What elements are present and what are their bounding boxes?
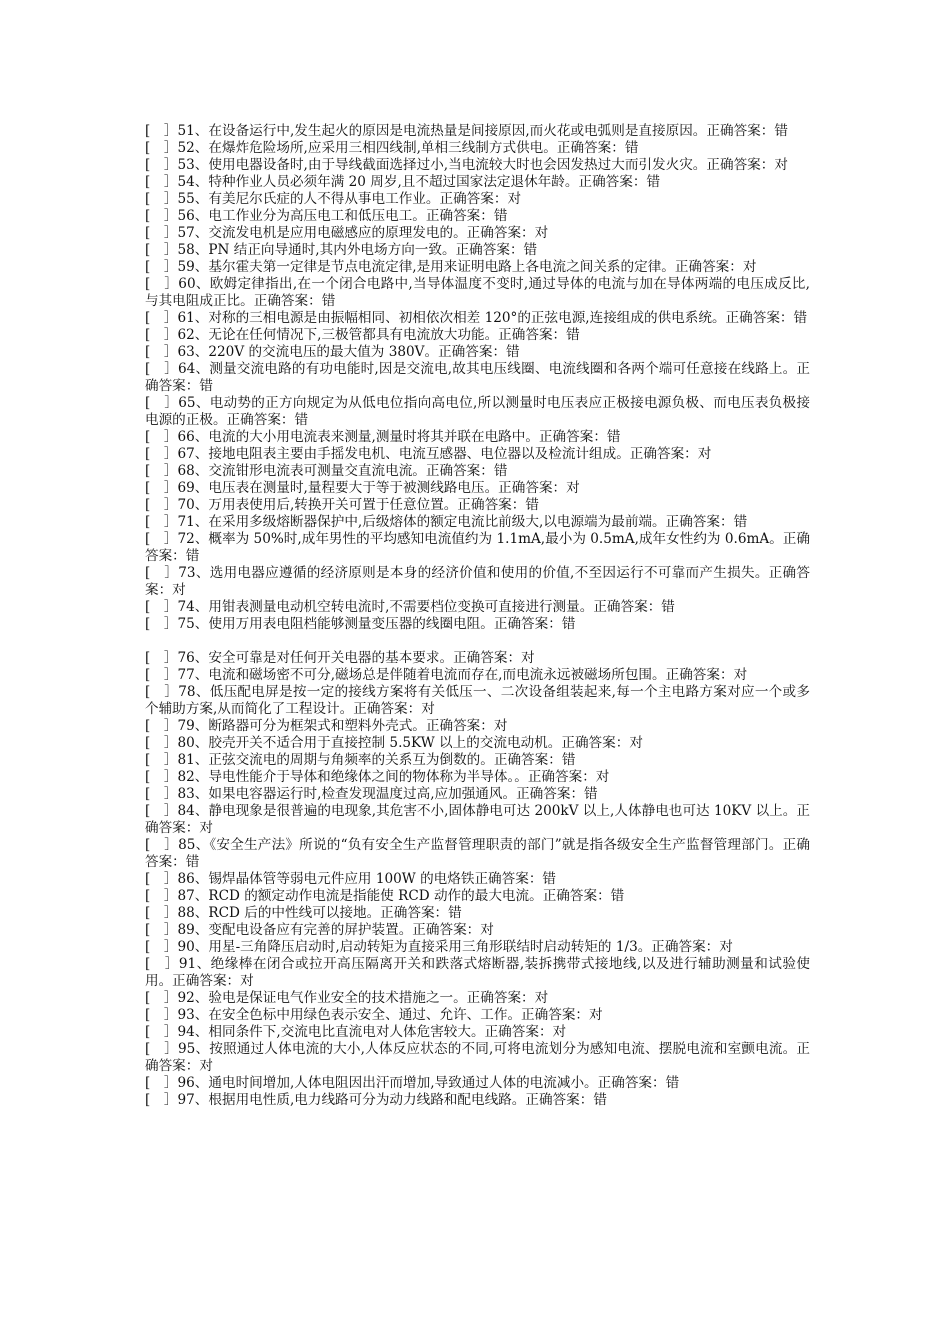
question-item: [ ］69、电压表在测量时,量程要大于等于被测线路电压。正确答案：对 [145, 480, 580, 496]
question-item: [ ］71、在采用多级熔断器保护中,后级熔体的额定电流比前级大,以电源端为最前端。正确答案：错 [145, 514, 748, 530]
question-item: [ ］54、特种作业人员必须年满 20 周岁,且不超过国家法定退休年龄。正确答案：错 [145, 174, 661, 190]
question-item: [ ］59、基尔霍夫第一定律是节点电流定律,是用来证明电路上各电流之间关系的定律。正确答案：对 [145, 259, 757, 275]
question-item: [ ］94、相同条件下,交流电比直流电对人体危害较大。正确答案：对 [145, 1024, 567, 1040]
question-item: [ ］96、通电时间增加,人体电阻因出汗而增加,导致通过人体的电流减小。正确答案：错 [145, 1075, 680, 1091]
question-item: [ ］70、万用表使用后,转换开关可置于任意位置。正确答案：错 [145, 497, 539, 513]
question-item: [ ］55、有美尼尔氏症的人不得从事电工作业。正确答案：对 [145, 191, 522, 207]
question-item: [ ］89、变配电设备应有完善的屏护装置。正确答案：对 [145, 922, 494, 938]
question-item: [ ］67、接地电阻表主要由手摇发电机、电流互感器、电位器以及检流计组成。正确答案：对 [145, 446, 712, 462]
question-item: [ ］64、测量交流电路的有功电能时,因是交流电,故其电压线圈、电流线圈和各两个端可任意接在线路上。正确答案：错 [145, 361, 810, 394]
question-item: [ ］52、在爆炸危险场所,应采用三相四线制,单相三线制方式供电。正确答案：错 [145, 140, 639, 156]
question-item: [ ］81、正弦交流电的周期与角频率的关系互为倒数的。正确答案：错 [145, 752, 576, 768]
question-item: [ ］93、在安全色标中用绿色表示安全、通过、允许、工作。正确答案：对 [145, 1007, 603, 1023]
question-item: [ ］97、根据用电性质,电力线路可分为动力线路和配电线路。正确答案：错 [145, 1092, 607, 1108]
question-item: [ ］66、电流的大小用电流表来测量,测量时将其并联在电路中。正确答案：错 [145, 429, 621, 445]
question-list-part2 [145, 650, 810, 1109]
question-item: [ ］65、电动势的正方向规定为从低电位指向高电位,所以测量时电压表应正极接电源负极、而电压表负极接电源的正极。正确答案：错 [145, 395, 810, 428]
question-item: [ ］77、电流和磁场密不可分,磁场总是伴随着电流而存在,而电流永远被磁场所包围。正确答案：对 [145, 667, 748, 683]
question-item: [ ］78、低压配电屏是按一定的接线方案将有关低压一、二次设备组装起来,每一个主电路方案对应一个或多个辅助方案,从而简化了工程设计。正确答案：对 [145, 684, 810, 717]
question-item: [ ］58、PN 结正向导通时,其内外电场方向一致。正确答案：错 [145, 242, 538, 258]
question-item: [ ］80、胶壳开关不适合用于直接控制 5.5KW 以上的交流电动机。正确答案：对 [145, 735, 643, 751]
question-item: [ ］53、使用电器设备时,由于导线截面选择过小,当电流较大时也会因发热过大而引发火灾。正确答案：对 [145, 157, 788, 173]
document-page [145, 123, 810, 1109]
question-item: [ ］73、选用电器应遵循的经济原则是本身的经济价值和使用的价值,不至因运行不可靠而产生损失。正确答案：对 [145, 565, 810, 598]
question-item: [ ］68、交流钳形电流表可测量交直流电流。正确答案：错 [145, 463, 508, 479]
question-item: [ ］82、导电性能介于导体和绝缘体之间的物体称为半导体。。正确答案：对 [145, 769, 610, 785]
section-gap [145, 633, 810, 650]
question-item: [ ］74、用钳表测量电动机空转电流时,不需要档位变换可直接进行测量。正确答案：错 [145, 599, 675, 615]
question-item: [ ］51、在设备运行中,发生起火的原因是电流热量是间接原因,而火花或电弧则是直接原因。正确答案：错 [145, 123, 788, 139]
question-item: [ ］87、RCD 的额定动作电流是指能使 RCD 动作的最大电流。正确答案：错 [145, 888, 625, 904]
question-item: [ ］60、欧姆定律指出,在一个闭合电路中,当导体温度不变时,通过导体的电流与加在导体两端的电压成反比,与其电阻成正比。正确答案：错 [145, 276, 810, 309]
question-item: [ ］56、电工作业分为高压电工和低压电工。正确答案：错 [145, 208, 508, 224]
question-item: [ ］63、220V 的交流电压的最大值为 380V。正确答案：错 [145, 344, 520, 360]
question-item: [ ］91、绝缘棒在闭合或拉开高压隔离开关和跌落式熔断器,装拆携带式接地线,以及进行辅助测量和试验使用。正确答案：对 [145, 956, 810, 989]
question-item: [ ］62、无论在任何情况下,三极管都具有电流放大功能。正确答案：错 [145, 327, 580, 343]
question-item: [ ］75、使用万用表电阻档能够测量变压器的线圈电阻。正确答案：错 [145, 616, 576, 632]
question-list-part1 [145, 123, 810, 633]
question-item: [ ］85、《安全生产法》所说的“负有安全生产监督管理职责的部门”就是指各级安全生产监督管理部门。正确答案：错 [145, 837, 810, 870]
question-item: [ ］95、按照通过人体电流的大小,人体反应状态的不同,可将电流划分为感知电流、摆脱电流和室颤电流。正确答案：对 [145, 1041, 810, 1074]
question-item: [ ］90、用星-三角降压启动时,启动转矩为直接采用三角形联结时启动转矩的 1/3。正确答案：对 [145, 939, 733, 955]
question-item: [ ］92、验电是保证电气作业安全的技术措施之一。正确答案：对 [145, 990, 549, 1006]
question-item: [ ］72、概率为 50%时,成年男性的平均感知电流值约为 1.1mA,最小为 0.5mA,成年女性约为 0.6mA。正确答案：错 [145, 531, 810, 564]
question-item: [ ］84、静电现象是很普遍的电现象,其危害不小,固体静电可达 200kV 以上,人体静电也可达 10KV 以上。正确答案：对 [145, 803, 810, 836]
question-item: [ ］57、交流发电机是应用电磁感应的原理发电的。正确答案：对 [145, 225, 549, 241]
question-item: [ ］79、断路器可分为框架式和塑料外壳式。正确答案：对 [145, 718, 508, 734]
question-item: [ ］61、对称的三相电源是由振幅相同、初相依次相差 120°的正弦电源,连接组成的供电系统。正确答案：错 [145, 310, 808, 326]
question-item: [ ］76、安全可靠是对任何开关电器的基本要求。正确答案：对 [145, 650, 535, 666]
question-item: [ ］88、RCD 后的中性线可以接地。正确答案：错 [145, 905, 462, 921]
question-item: [ ］86、锡焊晶体管等弱电元件应用 100W 的电烙铁正确答案：错 [145, 871, 557, 887]
question-item: [ ］83、如果电容器运行时,检查发现温度过高,应加强通风。正确答案：错 [145, 786, 598, 802]
